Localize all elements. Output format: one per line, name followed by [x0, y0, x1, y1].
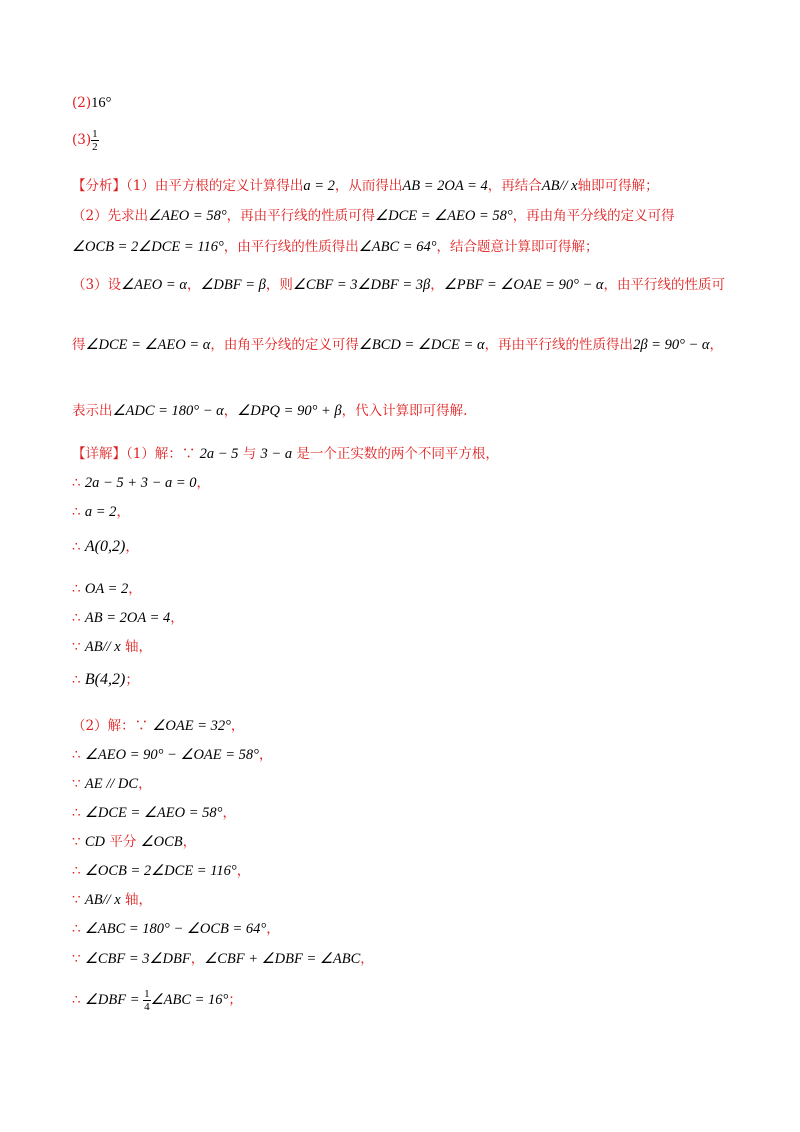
- analysis-text: ，由角平分线的定义可得: [210, 337, 359, 353]
- punct: 轴，: [120, 892, 153, 908]
- because-symbol: ∵: [72, 776, 85, 792]
- therefore-symbol: ∴: [72, 539, 85, 555]
- therefore-symbol: ∴: [72, 747, 85, 763]
- detail-text: （2）解：∵: [72, 718, 153, 734]
- math-expr: AB// x: [541, 178, 578, 194]
- math-expr: ∠CBF = 3∠DBF = 3β: [292, 277, 431, 293]
- detail-line-4: [72, 538, 139, 556]
- answer-2-value: 16°: [91, 95, 112, 111]
- detail-line-7: [72, 638, 152, 656]
- therefore-symbol: ∴: [72, 805, 85, 821]
- analysis-line-2: [72, 207, 675, 225]
- fraction-denominator: 2: [92, 141, 98, 153]
- math-expr: ∠DCE = ∠AEO = 58°: [84, 805, 223, 821]
- punct: ，: [138, 776, 152, 792]
- therefore-symbol: ∴: [72, 475, 85, 491]
- punct: ，: [266, 921, 280, 937]
- math-expr: ∠PBF = ∠OAE = 90° − α: [443, 277, 604, 293]
- math-expr: A(0,2): [84, 538, 126, 555]
- detail-line-6: [72, 609, 184, 627]
- math-expr: AB = 2OA = 4: [84, 610, 171, 626]
- detail-text: 是一个正实数的两个不同平方根，: [292, 446, 499, 462]
- therefore-symbol: ∴: [72, 992, 85, 1008]
- fraction-numerator: 1: [92, 128, 98, 140]
- math-expr: ∠CBF = 3∠DBF: [84, 951, 191, 967]
- analysis-line-3: [72, 238, 599, 256]
- math-expr: ∠OCB = 2∠DCE = 116°: [84, 863, 237, 879]
- detail-line-8: [72, 671, 139, 689]
- because-symbol: ∵: [72, 834, 85, 850]
- math-expr: ∠OCB: [140, 834, 183, 850]
- math-expr: ∠BCD = ∠DCE = α: [358, 337, 485, 353]
- fraction-denominator: 4: [144, 1001, 150, 1013]
- punct: ；: [228, 992, 242, 1008]
- therefore-symbol: ∴: [72, 863, 85, 879]
- detail-line-9: [72, 717, 244, 735]
- math-expr: ∠DCE = ∠AEO = 58°: [375, 208, 513, 224]
- punct: ，: [196, 475, 211, 491]
- answer-3-fraction: [91, 128, 99, 153]
- answer-3-label: (3): [72, 132, 92, 148]
- math-expr: a = 2: [84, 504, 117, 520]
- analysis-text: ，代入计算即可得解.: [341, 403, 468, 419]
- analysis-text: ，结合题意计算即可得解；: [436, 239, 599, 255]
- math-expr: ∠ADC = 180° − α: [112, 403, 224, 419]
- analysis-text: ，: [223, 403, 238, 419]
- analysis-text: ，由平行线的性质得出: [223, 239, 359, 255]
- detail-line-1: [72, 445, 499, 463]
- analysis-text: ，由平行线的性质可: [603, 277, 726, 293]
- detail-line-13: [72, 833, 196, 851]
- math-expr: ∠AEO = α: [121, 277, 187, 293]
- therefore-symbol: ∴: [72, 921, 85, 937]
- detail-text: 与: [238, 446, 261, 462]
- math-expr: ∠DBF = β: [200, 277, 266, 293]
- math-expr: 2a − 5 + 3 − a = 0: [84, 475, 197, 491]
- math-expr: AB// x: [84, 639, 121, 655]
- punct: ，: [182, 834, 197, 850]
- analysis-text: （3）设: [72, 277, 122, 293]
- math-expr: ∠AEO = 90° − ∠OAE = 58°: [84, 747, 259, 763]
- analysis-text: （1）由平方根的定义计算得出: [126, 178, 304, 194]
- detail-line-12: [72, 804, 236, 822]
- math-expr: 2β = 90° − α: [633, 337, 710, 353]
- detail-line-3: [72, 503, 130, 521]
- math-expr: OA = 2: [84, 581, 129, 597]
- punct: ，: [125, 539, 139, 555]
- analysis-text: ，再由平行线的性质得出: [484, 337, 634, 353]
- analysis-line-6: [72, 402, 467, 420]
- analysis-text: ，再结合: [487, 178, 542, 194]
- math-expr: ∠ABC = 16°: [150, 992, 229, 1008]
- analysis-text: ，: [186, 277, 201, 293]
- math-expr: AE // DC: [84, 776, 139, 792]
- detail-line-17: [72, 950, 374, 968]
- math-expr: B(4,2): [84, 671, 126, 688]
- math-expr: ∠OAE = 32°: [152, 718, 231, 734]
- math-expr: ∠DPQ = 90° + β: [237, 403, 342, 419]
- answer-2-label: (2): [72, 95, 92, 111]
- math-expr: 3 − a: [260, 446, 293, 462]
- math-expr: ∠OCB = 2∠DCE = 116°: [72, 239, 224, 255]
- analysis-text: ，从而得出: [334, 178, 403, 194]
- math-expr: CD: [84, 834, 106, 850]
- therefore-symbol: ∴: [72, 581, 85, 597]
- detail-tag: 【详解】: [72, 446, 126, 462]
- math-expr: ∠ABC = 64°: [358, 239, 437, 255]
- analysis-text: ，再由角平分线的定义可得: [512, 208, 675, 224]
- answer-2: [72, 94, 111, 112]
- detail-line-18: [72, 988, 242, 1013]
- analysis-text: ，则: [265, 277, 293, 293]
- detail-line-15: [72, 891, 152, 909]
- because-symbol: ∵: [72, 892, 85, 908]
- math-expr: ∠DCE = ∠AEO = α: [85, 337, 211, 353]
- math-expr: AB// x: [84, 892, 121, 908]
- math-expr: AB = 2OA = 4: [402, 178, 488, 194]
- fraction: [143, 988, 151, 1013]
- punct: ，: [170, 610, 184, 626]
- analysis-text: 轴即可得解；: [577, 178, 659, 194]
- punct: ，: [190, 951, 205, 967]
- answer-3: [72, 128, 99, 153]
- punct: ，: [128, 581, 142, 597]
- therefore-symbol: ∴: [72, 672, 85, 688]
- math-expr: ∠AEO = 58°: [148, 208, 227, 224]
- fraction-numerator: 1: [144, 988, 150, 1000]
- analysis-text: （2）先求出: [72, 208, 149, 224]
- math-expr: 2a − 5: [199, 446, 239, 462]
- analysis-tag: 【分析】: [72, 178, 126, 194]
- because-symbol: ∵: [72, 951, 85, 967]
- detail-line-10: [72, 746, 272, 764]
- detail-line-16: [72, 920, 280, 938]
- therefore-symbol: ∴: [72, 504, 85, 520]
- punct: ；: [125, 672, 139, 688]
- because-symbol: ∵: [72, 639, 85, 655]
- detail-line-14: [72, 862, 250, 880]
- punct: ，: [230, 718, 245, 734]
- punct: ，: [116, 504, 130, 520]
- punct: ，: [236, 863, 251, 879]
- punct: ，: [360, 951, 374, 967]
- detail-line-11: [72, 775, 152, 793]
- analysis-line-1: [72, 177, 659, 195]
- detail-text: 平分: [105, 834, 141, 850]
- math-expr: ∠DBF =: [84, 992, 144, 1008]
- detail-line-5: [72, 580, 142, 598]
- analysis-text: 表示出: [72, 403, 113, 419]
- analysis-text: ，: [430, 277, 444, 293]
- detail-text: （1）解：∵: [126, 446, 200, 462]
- analysis-line-5: [72, 336, 723, 354]
- detail-line-2: [72, 474, 210, 492]
- math-expr: a = 2: [303, 178, 335, 194]
- analysis-text: ，: [709, 337, 724, 353]
- analysis-line-4: [72, 276, 725, 294]
- punct: ，: [222, 805, 236, 821]
- math-expr: ∠CBF + ∠DBF = ∠ABC: [204, 951, 361, 967]
- analysis-text: ，再由平行线的性质可得: [226, 208, 376, 224]
- punct: ，: [258, 747, 273, 763]
- math-expr: ∠ABC = 180° − ∠OCB = 64°: [84, 921, 267, 937]
- analysis-text: 得: [72, 337, 86, 353]
- punct: 轴，: [120, 639, 153, 655]
- therefore-symbol: ∴: [72, 610, 85, 626]
